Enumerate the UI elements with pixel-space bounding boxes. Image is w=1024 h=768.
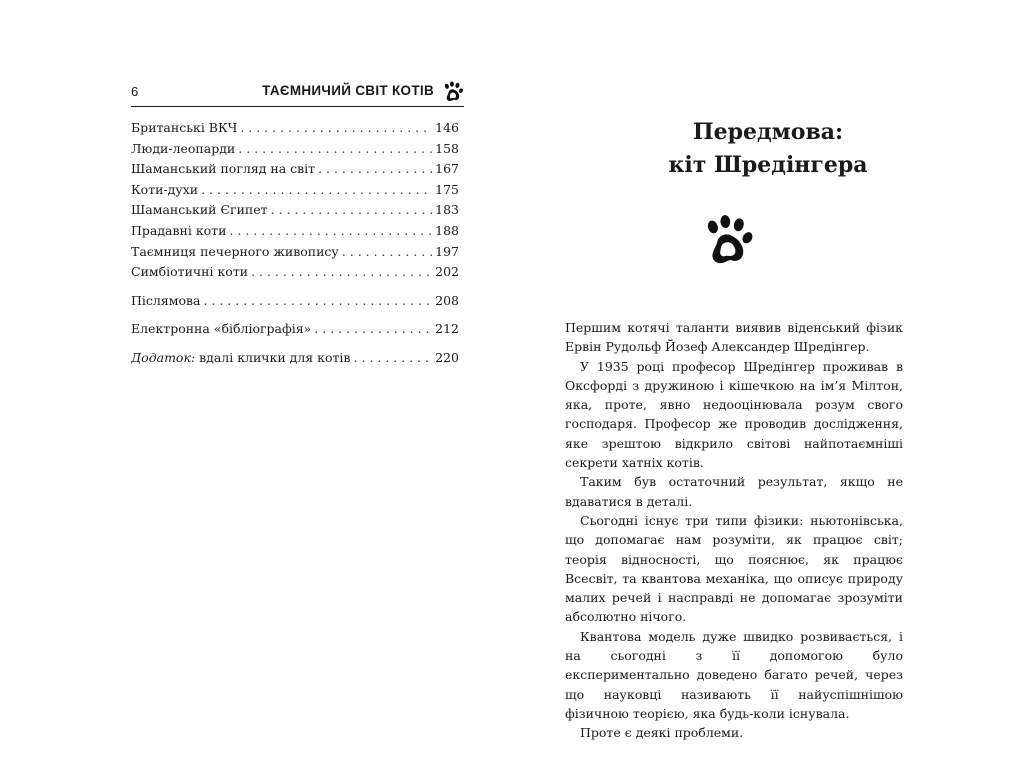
toc-entry-page: 208: [435, 292, 459, 308]
toc-entry-page: 212: [435, 321, 459, 337]
toc-leader-dots: [229, 221, 432, 242]
toc-entry[interactable]: [131, 348, 459, 369]
toc-entry-title: Симбіотичні коти: [131, 264, 249, 280]
toc-entry-page: 220: [435, 349, 459, 365]
toc-entry-page: 183: [435, 202, 459, 218]
toc-leader-dots: [238, 139, 432, 160]
toc-leader-dots: [314, 319, 432, 340]
toc-entry-title-italic: Додаток:: [131, 349, 196, 365]
chapter-title-line-2: кіт Шредінгера: [668, 152, 868, 178]
toc-entry[interactable]: [131, 291, 459, 312]
toc-entry-title: Післямова: [131, 292, 201, 308]
chapter-title: [512, 116, 1024, 182]
toc-entry-page: 158: [435, 140, 459, 156]
toc-leader-dots: [201, 180, 432, 201]
toc-entry-title: Шаманський Єгипет: [131, 202, 268, 218]
chapter-body: [565, 318, 903, 743]
toc-leader-dots: [203, 291, 432, 312]
running-title: ТАЄМНИЧИЙ СВІТ КОТІВ: [262, 83, 434, 98]
toc-leader-dots: [353, 348, 432, 369]
toc-entry-title: Прадавні коти: [131, 222, 227, 238]
paragraph: Таким був остаточний результат, якщо не вдаватися в деталі.: [565, 474, 903, 509]
toc-entry[interactable]: [131, 200, 459, 221]
paw-icon: [701, 214, 755, 268]
toc-entry-page: 146: [435, 120, 459, 135]
toc-entry[interactable]: [131, 242, 459, 263]
toc-entry-title: Британські ВКЧ: [131, 120, 238, 135]
toc-entry-page: 202: [435, 264, 459, 280]
toc-entry-title: [131, 348, 350, 369]
toc-entry[interactable]: [131, 262, 459, 283]
toc-entry-title: Електронна «бібліографія»: [131, 321, 312, 337]
toc-entry[interactable]: [131, 319, 459, 340]
toc-entry[interactable]: [131, 221, 459, 242]
chapter-title-line-1: Передмова:: [692, 119, 844, 145]
paw-icon: [442, 81, 464, 103]
toc-entry-page: 197: [435, 243, 459, 259]
toc-leader-dots: [240, 118, 432, 139]
toc-leader-dots: [342, 242, 432, 263]
toc-entry[interactable]: [131, 180, 459, 201]
toc-leader-dots: [251, 262, 432, 283]
right-page: [512, 0, 1024, 768]
toc-leader-dots: [318, 159, 432, 180]
table-of-contents: [131, 118, 459, 369]
paragraph: Проте є деякі проблеми.: [580, 725, 744, 741]
paragraph: У 1935 році професор Шредінгер проживав в Оксфорді з дружиною і кішечкою на ім’я Мілтон, яка, проте, явно недооцінювала розум свого господаря. Професор же проводив дослідження, яке зрештою відкрило світові найпотаємніші секрети хатніх котів.: [565, 358, 903, 471]
toc-entry-page: 188: [435, 222, 459, 238]
toc-entry-page: 175: [435, 181, 459, 197]
toc-entry-title: Люди-леопарди: [131, 140, 236, 156]
toc-entry[interactable]: [131, 159, 459, 180]
toc-entry-title: Шаманський погляд на світ: [131, 161, 316, 177]
toc-entry-title: Таємниця печерного живопису: [131, 243, 339, 259]
paragraph: Першим котячі таланти виявив віденський фізик Ервін Рудольф Йозеф Александер Шредінгер.: [565, 320, 903, 355]
toc-entry-title-rest: вдалі клички для котів: [195, 349, 351, 365]
toc-entry-page: 167: [435, 161, 459, 177]
toc-leader-dots: [271, 200, 433, 221]
toc-entry[interactable]: [131, 118, 459, 139]
toc-entry-title: Коти-духи: [131, 181, 199, 197]
page-number: 6: [131, 84, 139, 99]
running-header: [131, 80, 464, 107]
paragraph: Сьогодні існує три типи фізики: ньютонівська, що допомагає нам розуміти, як працює світ; теорія відносності, що пояснює, як працює Всесвіт, та квантова механіка, що описує природу малих речей і насправді не допомагає зрозуміти абсолютно нічого.: [565, 512, 903, 625]
toc-entry[interactable]: [131, 139, 459, 160]
paragraph: Квантова модель дуже швидко розвивається, і на сьогодні з її допомогою було експериментально доведено багато речей, через що науковці називають її найуспішнішою фізичною теорією, яка будь-коли існувала.: [565, 628, 903, 721]
